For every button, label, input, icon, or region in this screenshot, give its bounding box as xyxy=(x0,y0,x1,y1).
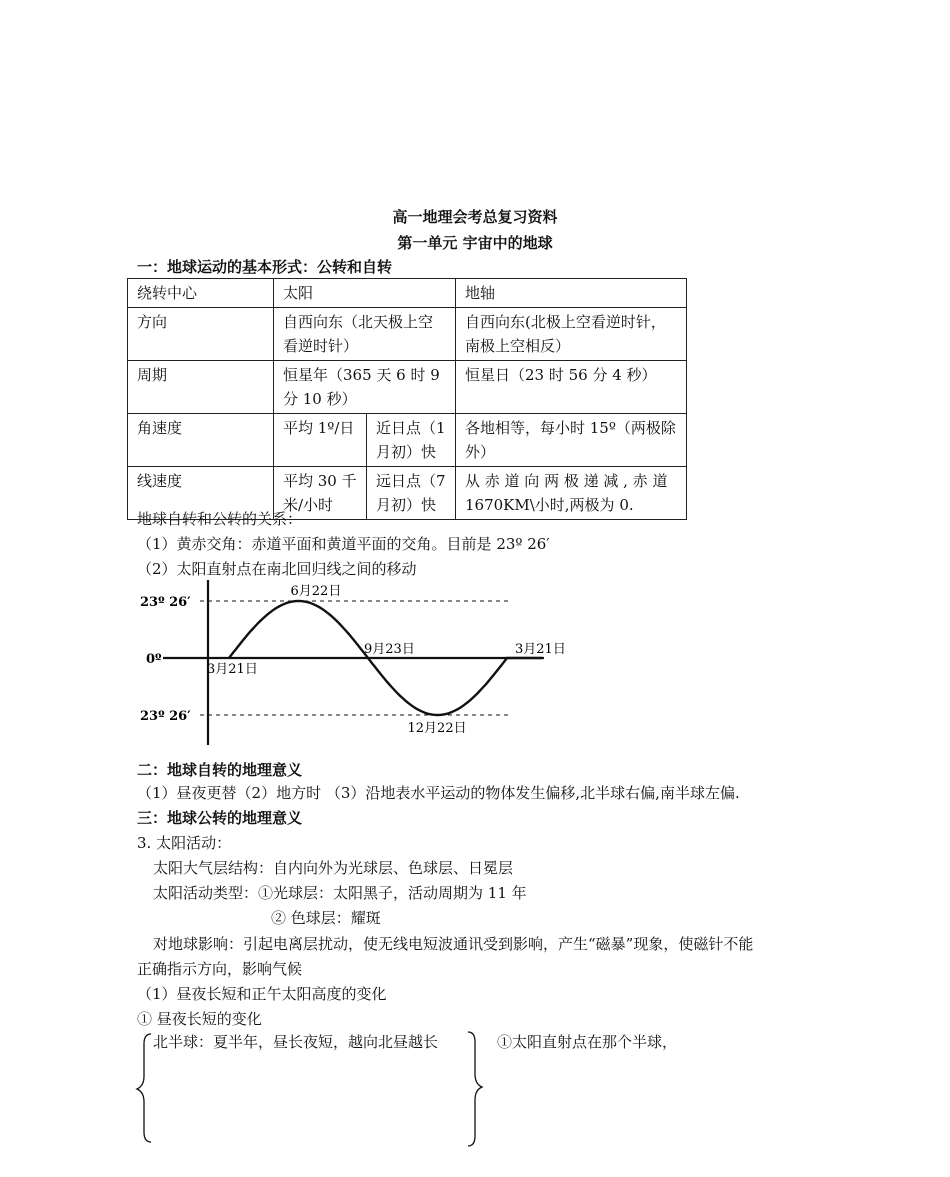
table-header-row xyxy=(128,279,687,308)
cell-line: 近日点（1 xyxy=(376,419,446,437)
cell-line: 南极上空相反） xyxy=(465,337,571,355)
solar-activity-types-2: ② 色球层：耀斑 xyxy=(271,909,381,927)
table-cell xyxy=(456,467,687,520)
y-label-north: 23º 26′ xyxy=(140,595,191,610)
rotation-revolution-table xyxy=(127,278,687,520)
relation-intro: 地球自转和公转的关系： xyxy=(137,510,303,528)
unit-title: 第一单元 宇宙中的地球 xyxy=(397,234,553,252)
section2-heading: 二：地球自转的地理意义 xyxy=(137,761,303,779)
header-cell: 绕转中心 xyxy=(128,279,274,308)
cell-line: 从 赤 道 向 两 极 递 减 , 赤 道 xyxy=(465,472,668,490)
north-hemisphere-text: 北半球：夏半年，昼长夜短，越向北昼越长 xyxy=(153,1033,439,1051)
cell-line: 月初）快 xyxy=(376,443,437,461)
cell-line: 看逆时针） xyxy=(283,337,359,355)
earth-impact-text-2: 正确指示方向，影响气候 xyxy=(137,960,303,978)
table-cell xyxy=(367,467,456,520)
table-cell xyxy=(456,308,687,361)
row-label: 角速度 xyxy=(128,414,274,467)
direct-point-text: ①太阳直射点在那个半球， xyxy=(497,1033,678,1051)
table-cell xyxy=(274,308,456,361)
date-label-sep23: 9月23日 xyxy=(364,642,415,657)
table-cell xyxy=(367,414,456,467)
document-title: 高一地理会考总复习资料 xyxy=(392,208,558,226)
table-cell xyxy=(274,361,456,414)
solar-activity-types: 太阳活动类型：①光球层：太阳黑子，活动周期为 11 年 xyxy=(153,884,527,902)
section3-heading: 三：地球公转的地理意义 xyxy=(137,809,303,827)
cell-line: 1670KM\小时,两极为 0. xyxy=(465,496,634,514)
cell-line: 自西向东（北天极上空 xyxy=(283,313,434,331)
earth-impact-text: 对地球影响：引起电离层扰动，使无线电短波通讯受到影响，产生“磁暴”现象，使磁针不能 xyxy=(153,935,754,953)
section2-text: （1）昼夜更替（2）地方时 （3）沿地表水平运动的物体发生偏移,北半球右偏,南半球左偏. xyxy=(137,784,740,802)
row-label: 周期 xyxy=(128,361,274,414)
cell-line: 外） xyxy=(465,443,496,461)
cell-line: 恒星年（365 天 6 时 9 xyxy=(283,366,440,384)
date-label-mar21-next: 3月21日 xyxy=(515,642,566,657)
date-label-jun22: 6月22日 xyxy=(290,584,342,599)
table-cell xyxy=(456,414,687,467)
y-label-equator: 0º xyxy=(146,652,162,667)
solar-atmosphere-text: 太阳大气层结构：自内向外为光球层、色球层、日冕层 xyxy=(153,859,514,877)
cell-line: 远日点（7 xyxy=(376,472,446,490)
y-label-south: 23º 26′ xyxy=(140,709,191,724)
left-brace-icon xyxy=(137,1034,151,1142)
cell-line: 自西向东(北极上空看逆时针， xyxy=(465,313,666,331)
header-cell: 太阳 xyxy=(274,279,456,308)
relation-item-1: （1）黄赤交角：赤道平面和黄道平面的交角。目前是 23º 26′ xyxy=(137,535,550,553)
section1-heading: 一：地球运动的基本形式：公转和自转 xyxy=(137,258,393,276)
cell-line: 平均 30 千 xyxy=(283,472,357,490)
daynight-subheading: ① 昼夜长短的变化 xyxy=(137,1010,262,1028)
right-brace-icon xyxy=(468,1032,482,1146)
solar-activity-heading: 3. 太阳活动： xyxy=(137,834,232,852)
header-cell: 地轴 xyxy=(456,279,687,308)
date-label-mar21: 3月21日 xyxy=(207,662,258,677)
subsolar-point-chart xyxy=(130,578,566,753)
table-row xyxy=(128,308,687,361)
cell-line: 恒星日（23 时 56 分 4 秒） xyxy=(465,366,657,384)
table-cell: 平均 1º/日 xyxy=(274,414,367,467)
relation-item-2: （2）太阳直射点在南北回归线之间的移动 xyxy=(137,560,417,578)
table-row xyxy=(128,414,687,467)
table-cell xyxy=(456,361,687,414)
table-row xyxy=(128,361,687,414)
row-label: 方向 xyxy=(128,308,274,361)
cell-line: 月初）快 xyxy=(376,496,437,514)
date-label-dec22: 12月22日 xyxy=(407,721,467,736)
cell-line: 各地相等，每小时 15º（两极除 xyxy=(465,419,676,437)
daynight-heading: （1）昼夜长短和正午太阳高度的变化 xyxy=(137,985,387,1003)
cell-line: 分 10 秒） xyxy=(283,390,357,408)
row-label: 线速度 xyxy=(128,467,274,520)
cell-line: 米/小时 xyxy=(283,496,334,514)
